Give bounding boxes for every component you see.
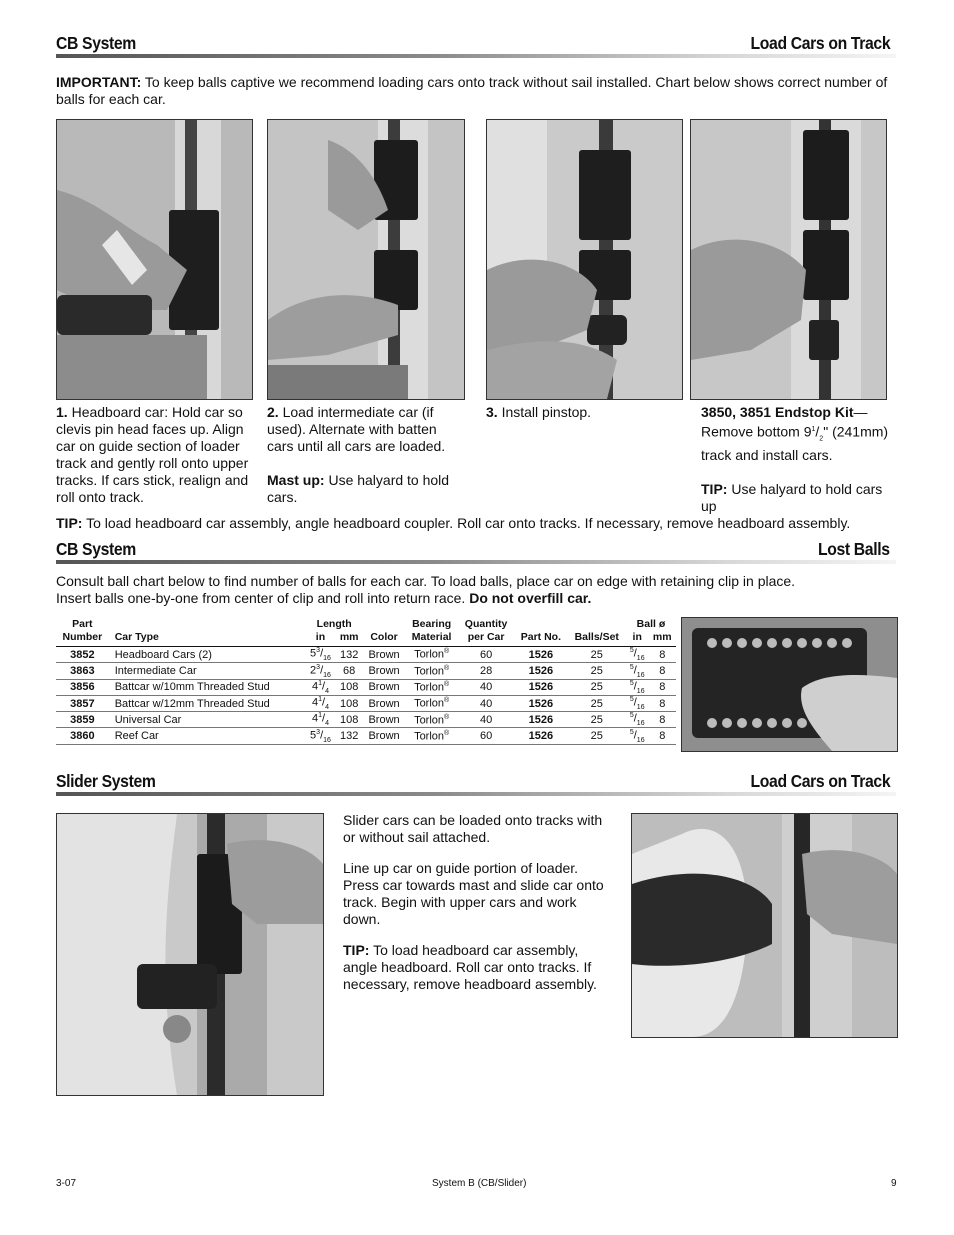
ball-part-no: 1526 (514, 647, 567, 663)
part-number: 3859 (56, 712, 109, 728)
important-note: IMPORTANT: To keep balls captive we recommend loading cars onto track without sail installed. Chart below shows correct number of balls for each car. (56, 74, 888, 107)
quantity-per-car: 40 (458, 695, 514, 711)
ball-diameter-mm: 8 (649, 647, 676, 663)
quantity-per-car: 60 (458, 647, 514, 663)
section-title-right: Load Cars on Track (750, 771, 890, 791)
length-mm: 108 (335, 679, 362, 695)
section-header-cb-load (56, 33, 890, 59)
ball-diameter-in: $^5/_{16}$ (626, 647, 649, 663)
photo-endstop-kit (690, 119, 887, 400)
quantity-per-car: 28 (458, 663, 514, 679)
color: Brown (363, 647, 405, 663)
balls-per-set: 25 (568, 647, 626, 663)
photo-ball-car (681, 617, 898, 752)
length-in: $4^1/_4$ (305, 695, 335, 711)
part-number: 3860 (56, 728, 109, 744)
step-2-caption: 2. Load intermediate car (if used). Alternate with batten cars until all cars are loaded. Mast up: Use halyard to hold cars. (267, 404, 450, 505)
ball-diameter-in: $^5/_{16}$ (626, 663, 649, 679)
ball-diameter-in: $^5/_{16}$ (626, 679, 649, 695)
table-row (56, 695, 676, 711)
quantity-per-car: 40 (458, 679, 514, 695)
table-row (56, 647, 676, 663)
bearing-material: Torlon® (405, 695, 458, 711)
footer-date: 3-07 (56, 1178, 77, 1189)
ball-part-no: 1526 (514, 663, 567, 679)
bearing-material: Torlon® (405, 712, 458, 728)
endstop-caption: 3850, 3851 Endstop Kit— Remove bottom $9^1/_2$" (241mm) track and install cars. TIP: Use halyard to hold cars up (701, 404, 889, 515)
slider-instructions: Slider cars can be loaded onto tracks with or without sail attached. Line up car on guide portion of loader. Press car towards mast and slide car onto track. Begin with upper cars and work down. TIP: To load headboard car assembly, angle headboard. Roll car onto tracks. If necessary, remove headboard assembly. (343, 812, 604, 992)
length-mm: 68 (335, 663, 362, 679)
section-rule (56, 560, 896, 564)
ball-part-no: 1526 (514, 679, 567, 695)
section-title-left: CB System (56, 33, 136, 53)
photo-intermediate-car (267, 119, 465, 400)
section-header-slider (56, 771, 890, 797)
car-type: Universal Car (109, 712, 306, 728)
section-title-left: Slider System (56, 771, 156, 791)
section-title-right: Load Cars on Track (750, 33, 890, 53)
bearing-material: Torlon® (405, 728, 458, 744)
table-row (56, 728, 676, 744)
length-mm: 108 (335, 695, 362, 711)
balls-per-set: 25 (568, 712, 626, 728)
ball-chart-table: Part Length Bearing Quantity Ball ø Number Car Type in mm Color Material per Car Part No. Balls/Set in mm 3852 Headboard Cars (2) $5^3/_{16}$ 132 Brown Torlon® 60 1526 25 $^5/_{16}$ 8 3863 Intermediate Car $2^3/_{16}$ 68 Brown Torlon® 28 1526 25 $^5/_{16}$ 8 3856 Battcar w/10mm Threaded Stud $4^1/_4$ 108 Brown Torlon® 40 1526 25 $^5/_{16}$ 8 3857 Battcar w/12mm Threaded Stud $4^1/_4$ 108 Brown Torlon® 40 1526 25 $^5/_{16}$ 8 3859 Universal Car $4^1/_4$ 108 Brown Torlon® 40 1526 25 $^5/_{16}$ 8 3860 Reef Car $5^3/_{16}$ 132 Brown Torlon® 60 1526 25 $^5/_{16}$ 8 (56, 618, 676, 745)
part-number: 3852 (56, 647, 109, 663)
table-row (56, 679, 676, 695)
ball-part-no: 1526 (514, 712, 567, 728)
ball-diameter-mm: 8 (649, 695, 676, 711)
footer-page-number: 9 (891, 1178, 897, 1189)
bearing-material: Torlon® (405, 647, 458, 663)
color: Brown (363, 663, 405, 679)
quantity-per-car: 40 (458, 712, 514, 728)
step-3-caption: 3. Install pinstop. (486, 404, 592, 420)
car-type: Headboard Cars (2) (109, 647, 306, 663)
balls-per-set: 25 (568, 695, 626, 711)
section-rule (56, 54, 896, 58)
photo-headboard-car (56, 119, 253, 400)
ball-diameter-mm: 8 (649, 663, 676, 679)
ball-diameter-mm: 8 (649, 728, 676, 744)
color: Brown (363, 728, 405, 744)
photo-slider-track (631, 813, 898, 1038)
car-type: Intermediate Car (109, 663, 306, 679)
tip-headboard: TIP: To load headboard car assembly, angle headboard coupler. Roll car onto tracks. If necessary, remove headboard assembly. (56, 515, 851, 531)
car-type: Battcar w/10mm Threaded Stud (109, 679, 306, 695)
length-mm: 108 (335, 712, 362, 728)
ball-part-no: 1526 (514, 728, 567, 744)
length-mm: 132 (335, 647, 362, 663)
balls-per-set: 25 (568, 663, 626, 679)
part-number: 3856 (56, 679, 109, 695)
balls-per-set: 25 (568, 728, 626, 744)
length-in: $4^1/_4$ (305, 679, 335, 695)
length-in: $5^3/_{16}$ (305, 647, 335, 663)
footer-title: System B (CB/Slider) (432, 1178, 527, 1189)
bearing-material: Torlon® (405, 679, 458, 695)
part-number: 3863 (56, 663, 109, 679)
length-mm: 132 (335, 728, 362, 744)
length-in: $2^3/_{16}$ (305, 663, 335, 679)
bearing-material: Torlon® (405, 663, 458, 679)
length-in: $4^1/_4$ (305, 712, 335, 728)
photo-slider-loader (56, 813, 324, 1096)
color: Brown (363, 679, 405, 695)
quantity-per-car: 60 (458, 728, 514, 744)
table-row (56, 712, 676, 728)
ball-diameter-mm: 8 (649, 679, 676, 695)
section-title-left: CB System (56, 539, 136, 559)
ball-part-no: 1526 (514, 695, 567, 711)
car-type: Reef Car (109, 728, 306, 744)
step-1-caption: 1. Headboard car: Hold car so clevis pin head faces up. Align car on guide section of loader track and gently roll onto upper tracks. If cars stick, realign and roll onto track. (56, 404, 249, 505)
photo-install-pinstop (486, 119, 683, 400)
balls-per-set: 25 (568, 679, 626, 695)
car-type: Battcar w/12mm Threaded Stud (109, 695, 306, 711)
ball-diameter-in: $^5/_{16}$ (626, 728, 649, 744)
lost-balls-text: Consult ball chart below to find number of balls for each car. To load balls, place car on edge with retaining clip in place. Insert balls one-by-one from center of clip and roll into return race. Do not overfill car. (56, 573, 796, 606)
table-row (56, 663, 676, 679)
color: Brown (363, 695, 405, 711)
section-title-right: Lost Balls (818, 539, 890, 559)
color: Brown (363, 712, 405, 728)
section-rule (56, 792, 896, 796)
ball-diameter-in: $^5/_{16}$ (626, 695, 649, 711)
ball-diameter-in: $^5/_{16}$ (626, 712, 649, 728)
section-header-lost-balls (56, 539, 890, 565)
part-number: 3857 (56, 695, 109, 711)
length-in: $5^3/_{16}$ (305, 728, 335, 744)
ball-diameter-mm: 8 (649, 712, 676, 728)
